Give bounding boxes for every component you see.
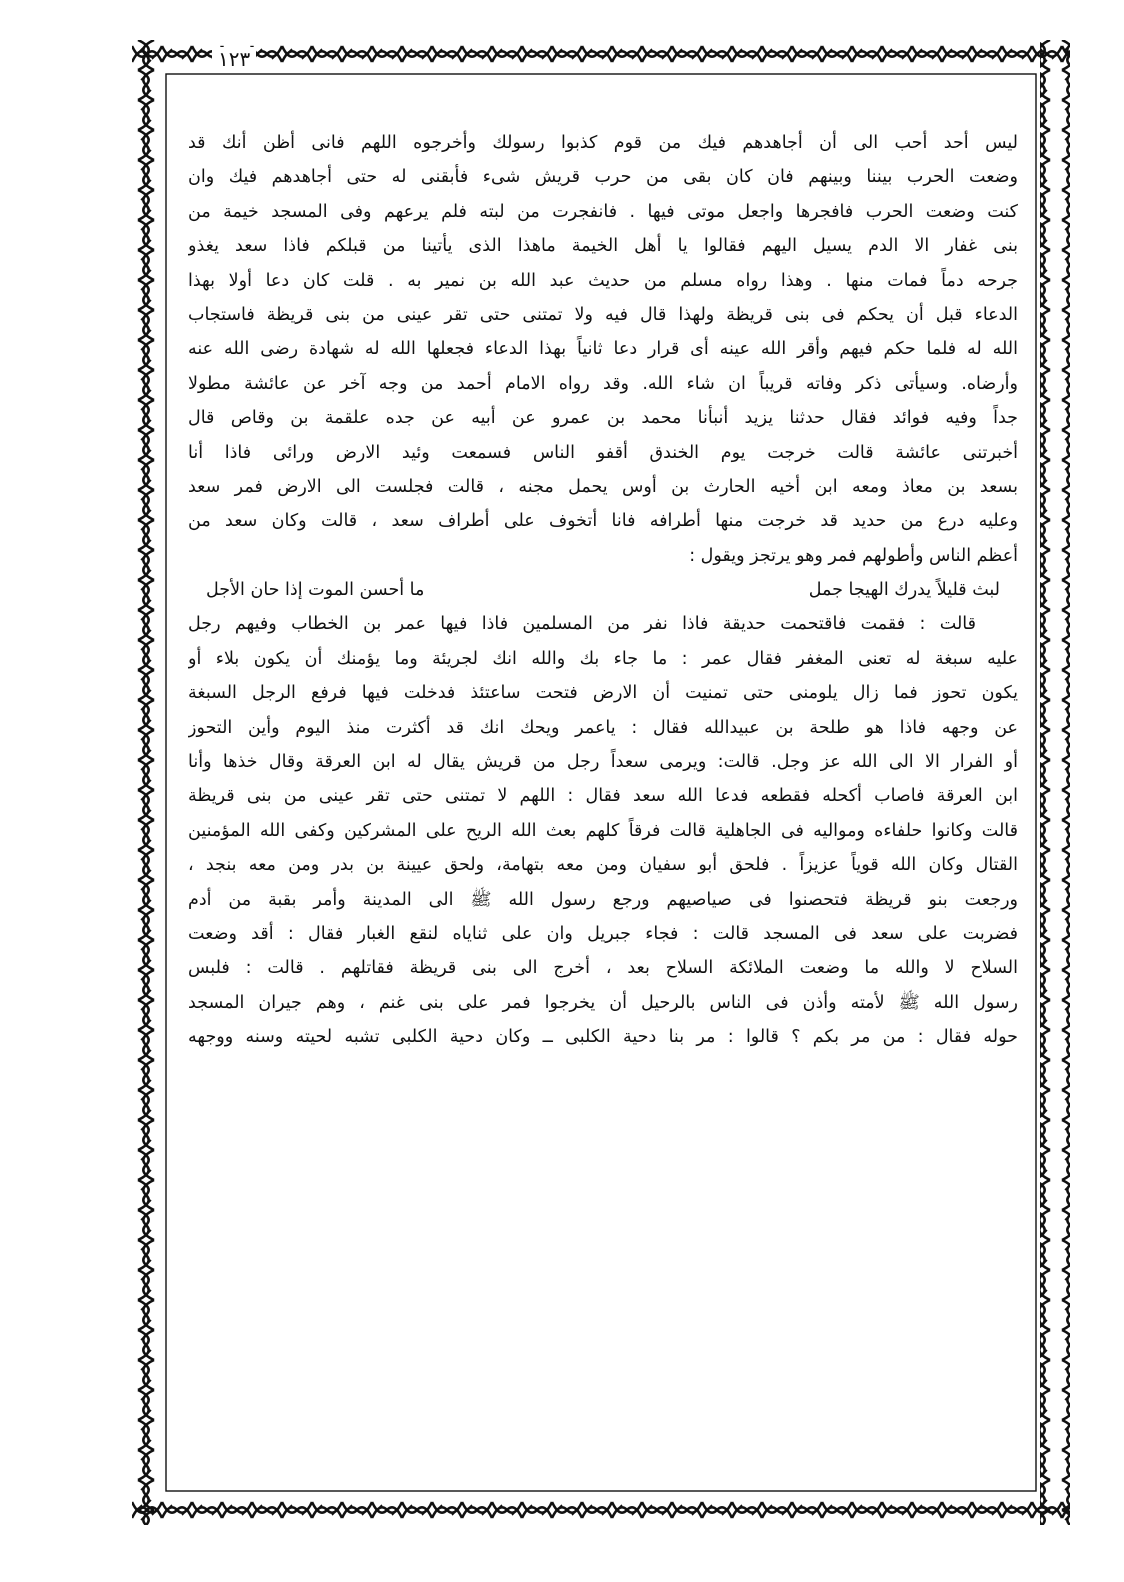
text-line: القتال وكان الله قوياً عزيزاً . فلحق أبو سفيان ومن معه بتهامة، ولحق عيينة بن بدر ومن معه بنجد ، bbox=[188, 855, 1018, 876]
verse-hemistich-first: لبث قليلاً يدرك الهيجا جمل bbox=[808, 580, 1000, 601]
text-line: عليه سبغة له تعنى المغفر فقال عمر : ما جاء بك والله انك لجريئة وما يؤمنك أن يكون بلاء أو bbox=[188, 648, 1018, 669]
text-line: ابن العرقة فاصاب أكحله فقطعه فدعا الله سعد فقال : اللهم لا تمتنى حتى تقر عينى من بنى قريظة bbox=[188, 786, 1018, 807]
text-line: فضربت على سعد فى المسجد قالت : فجاء جبريل وان على ثناياه لنقع الغبار فقال : أقد وضعت bbox=[188, 923, 1018, 944]
text-line: حوله فقال : من مر بكم ؟ قالوا : مر بنا دحية الكلبى ــ وكان دحية الكلبى تشبه لحيته وسنه ووجهه bbox=[188, 1027, 1018, 1048]
text-line: قالت وكانوا حلفاءه ومواليه فى الجاهلية قالت فرقاً كلهم بعث الله الريح على المشركين وكفى الله المؤمنين bbox=[188, 820, 1018, 841]
text-line: كنت وضعت الحرب فافجرها واجعل موتى فيها . فانفجرت من لبته فلم يرعهم وفى المسجد خيمة من bbox=[188, 201, 1018, 222]
text-line: بنى غفار الا الدم يسيل اليهم فقالوا يا أهل الخيمة ماهذا الذى يأتينا من قبلكم فاذا سعد يغذو bbox=[188, 236, 1018, 257]
text-line: وضعت الحرب بيننا وبينهم فان كان بقى من حرب قريش شىء فأبقنى له حتى أجاهدهم فيك وان bbox=[188, 167, 1018, 188]
page-body-text bbox=[188, 126, 1018, 1055]
text-line: جداً وفيه فوائد فقال حدثنا يزيد أنبأنا محمد بن عمرو عن أبيه عن جده علقمة بن وقاص قال bbox=[188, 408, 1018, 429]
text-line: وأرضاه. وسيأتى ذكر وفاته قريباً ان شاء الله. وقد رواه الامام أحمد من وجه آخر عن عائشة مطولا bbox=[188, 373, 1018, 394]
text-line: عن وجهه فاذا هو طلحة بن عبيدالله فقال : ياعمر ويحك انك قد أكثرت منذ اليوم وأين التحوز bbox=[188, 717, 1018, 738]
verse-hemistich-second: ما أحسن الموت إذا حان الأجل bbox=[206, 580, 425, 601]
text-line: رسول الله ﷺ لأمته وأذن فى الناس بالرحيل أن يخرجوا فمر على بنى غنم ، وهم جيران المسجد bbox=[188, 992, 1018, 1013]
text-line: أعظم الناس وأطولهم فمر وهو يرتجز ويقول : bbox=[689, 545, 1018, 566]
text-line: أو الفرار الا الى الله عز وجل. قالت: ويرمى سعداً رجل من قريش يقال له ابن العرقة وقال خذها وأنا bbox=[188, 752, 1018, 773]
text-line: ليس أحد أحب الى أن أجاهدهم فيك من قوم كذبوا رسولك وأخرجوه اللهم فانى أظن أنك قد bbox=[188, 133, 1018, 153]
text-line: وعليه درع من حديد قد خرجت منها أطرافه فانا أتخوف على أطراف سعد ، قالت وكان سعد من bbox=[188, 511, 1018, 532]
text-line: ورجعت بنو قريظة فتحصنوا فى صياصيهم ورجع رسول الله ﷺ الى المدينة وأمر بقبة من أدم bbox=[188, 889, 1018, 910]
text-line: الله له فلما حكم فيهم وأقر الله عينه أى قرار دعا ثانياً بهذا الدعاء فجعلها الله له شهادة رضى الله عنه bbox=[188, 339, 1018, 360]
text-line: قالت : فقمت فاقتحمت حديقة فاذا نفر من المسلمين فاذا فيها عمر بن الخطاب وفيهم رجل bbox=[188, 614, 976, 635]
text-line: السلاح لا والله ما وضعت الملائكة السلاح بعد ، أخرج الى بنى قريظة فقاتلهم . قالت : فلبس bbox=[188, 958, 1018, 979]
page-number: ١٢٣ bbox=[212, 47, 256, 71]
text-line: يكون تحوز فما زال يلومنى حتى تمنيت أن الارض فتحت ساعتئذ فدخلت فيها فرفع الرجل السبغة bbox=[188, 683, 1018, 704]
text-line: بسعد بن معاذ ومعه ابن أخيه الحارث بن أوس يحمل مجنه ، قالت فجلست الى الارض فمر سعد bbox=[188, 476, 1018, 497]
text-line: أخبرتنى عائشة قالت خرجت يوم الخندق أقفو الناس فسمعت وئيد الارض ورائى فاذا أنا bbox=[188, 442, 1018, 463]
poetry-verse bbox=[188, 573, 1018, 607]
text-line: جرحه دماً فمات منها . وهذا رواه مسلم من حديث عبد الله بن نمير به . قلت كان دعا أولا بهذا bbox=[188, 270, 1018, 291]
text-line: الدعاء قبل أن يحكم فى بنى قريظة ولهذا قال فيه ولا تمتنى حتى تقر عينى من بنى قريظة فاستجاب bbox=[188, 304, 1018, 325]
